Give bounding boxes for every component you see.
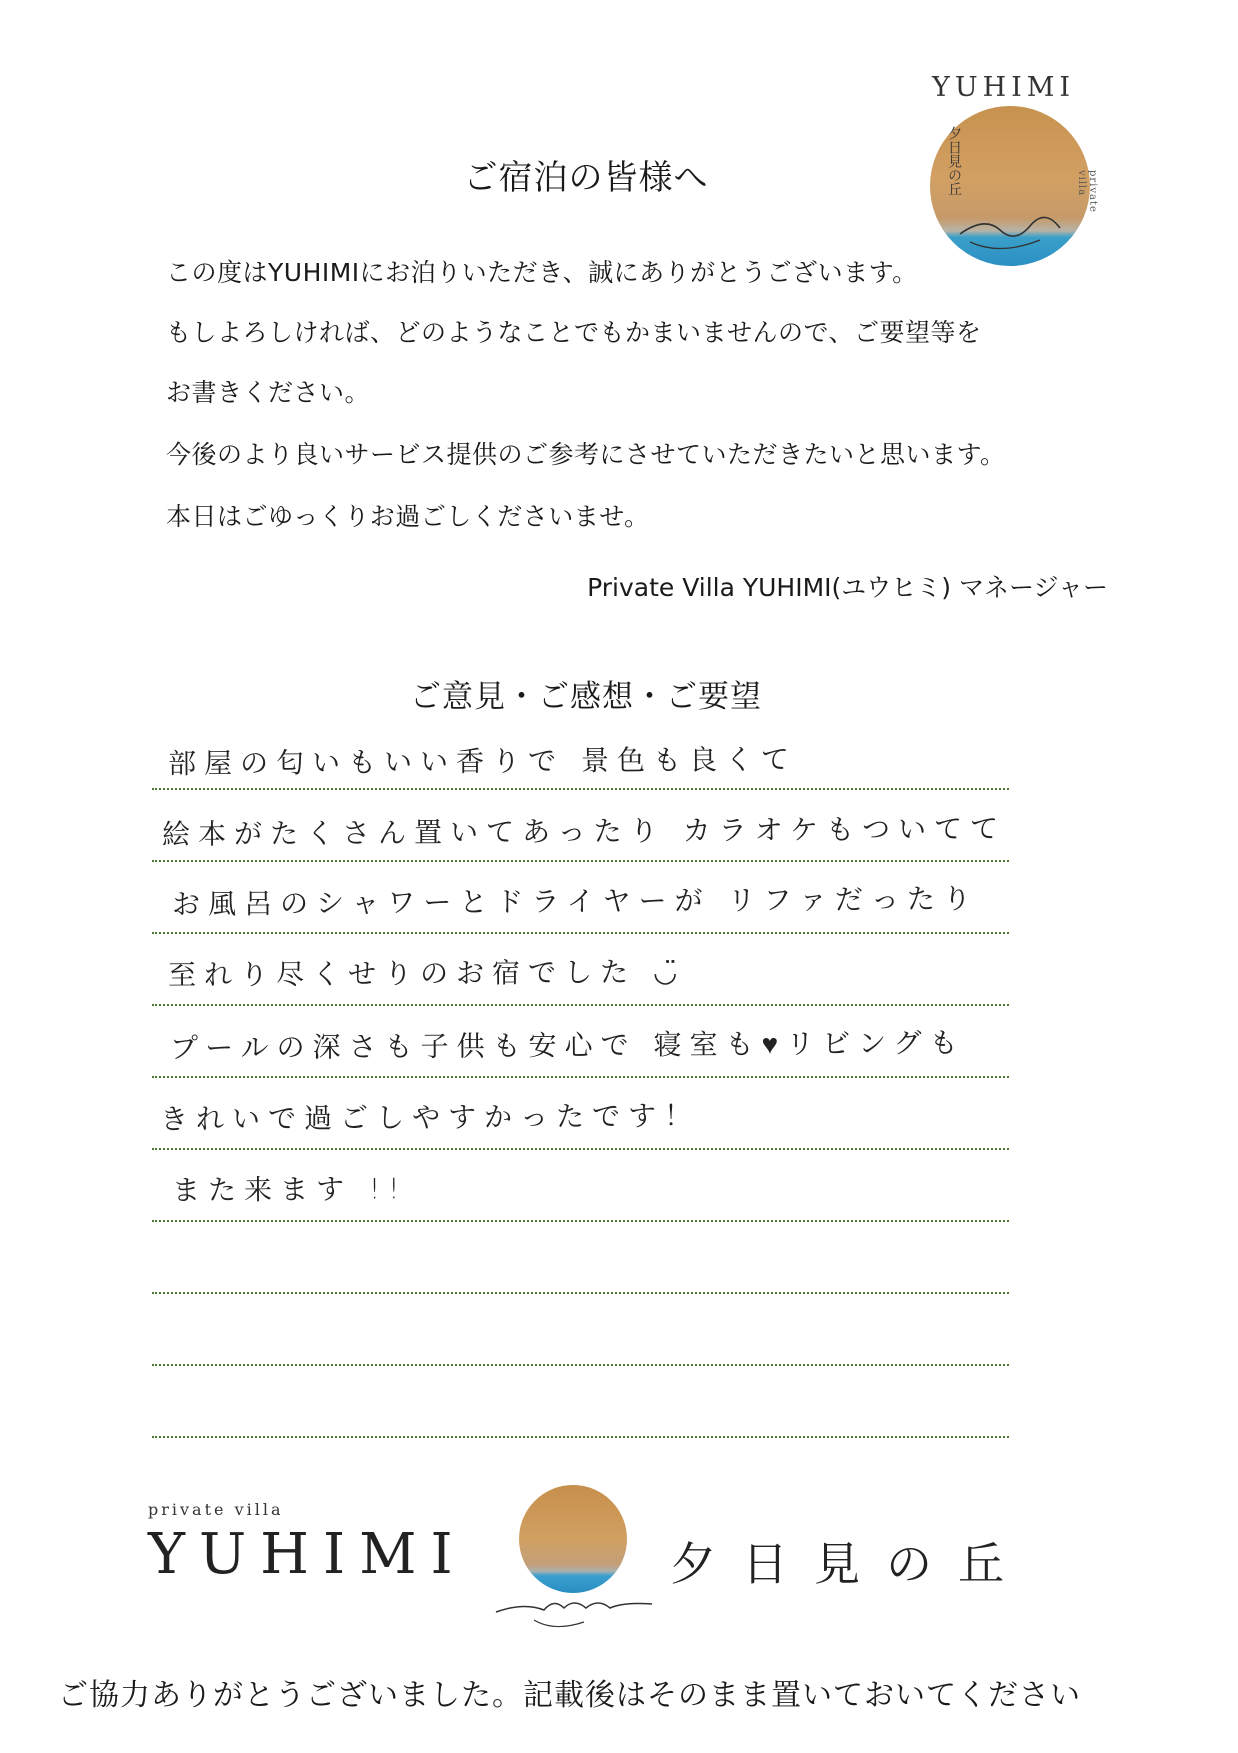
wave-icon <box>494 1594 654 1634</box>
ruled-line <box>152 1436 1009 1438</box>
ruled-line <box>152 1004 1009 1006</box>
intro-line: この度はYUHIMIにお泊りいただき、誠にありがとうございます。 <box>166 258 918 287</box>
ruled-line <box>152 1220 1009 1222</box>
handwritten-line: また来ます !! <box>171 1172 408 1207</box>
intro-line: お書きください。 <box>166 378 371 407</box>
ruled-line <box>152 932 1009 934</box>
ruled-line <box>152 788 1009 790</box>
logo-vertical-jp: 夕日見の丘 <box>946 126 962 196</box>
closing-message: ご協力ありがとうございました。記載後はそのまま置いておいてください <box>58 1678 1081 1713</box>
page-title: ご宿泊の皆様へ <box>463 158 709 198</box>
footer-logo-small: private villa <box>148 1500 284 1519</box>
intro-line: 本日はごゆっくりお過ごしくださいませ。 <box>166 502 650 531</box>
logo-vertical-en: private villa <box>1076 170 1098 213</box>
footer-logo-jp: 夕日見の丘 <box>670 1537 1030 1591</box>
intro-line: 今後のより良いサービス提供のご参考にさせていただきたいと思います。 <box>166 440 1006 469</box>
footer-logo-word: YUHIMI <box>148 1522 467 1587</box>
sunset-sun-icon <box>519 1485 627 1593</box>
logo-brand-text: YUHIMI <box>932 72 1076 103</box>
handwritten-line: お風呂のシャワーとドライヤーが リファだったり <box>171 882 980 921</box>
handwritten-line: きれいで過ごしやすかったです！ <box>159 1099 701 1136</box>
ruled-line <box>152 860 1009 862</box>
feedback-title: ご意見・ご感想・ご要望 <box>410 679 762 715</box>
handwritten-line: 至れり尽くせりのお宿でした ◡̈ <box>167 955 686 992</box>
ruled-line <box>152 1364 1009 1366</box>
handwritten-line: プールの深さも子供も安心で 寝室も♥リビングも <box>169 1026 966 1065</box>
ruled-line <box>152 1076 1009 1078</box>
handwritten-line: 部屋の匂いもいい香りで 景色も良くて <box>167 742 798 781</box>
signature: Private Villa YUHIMI(ユウヒミ) マネージャー <box>587 573 1108 602</box>
intro-line: もしよろしければ、どのようなことでもかまいませんので、ご要望等を <box>166 318 982 347</box>
ruled-line <box>152 1292 1009 1294</box>
ruled-line <box>152 1148 1009 1150</box>
handwritten-line: 絵本がたくさん置いてあったり カラオケもついてて <box>161 812 1007 851</box>
